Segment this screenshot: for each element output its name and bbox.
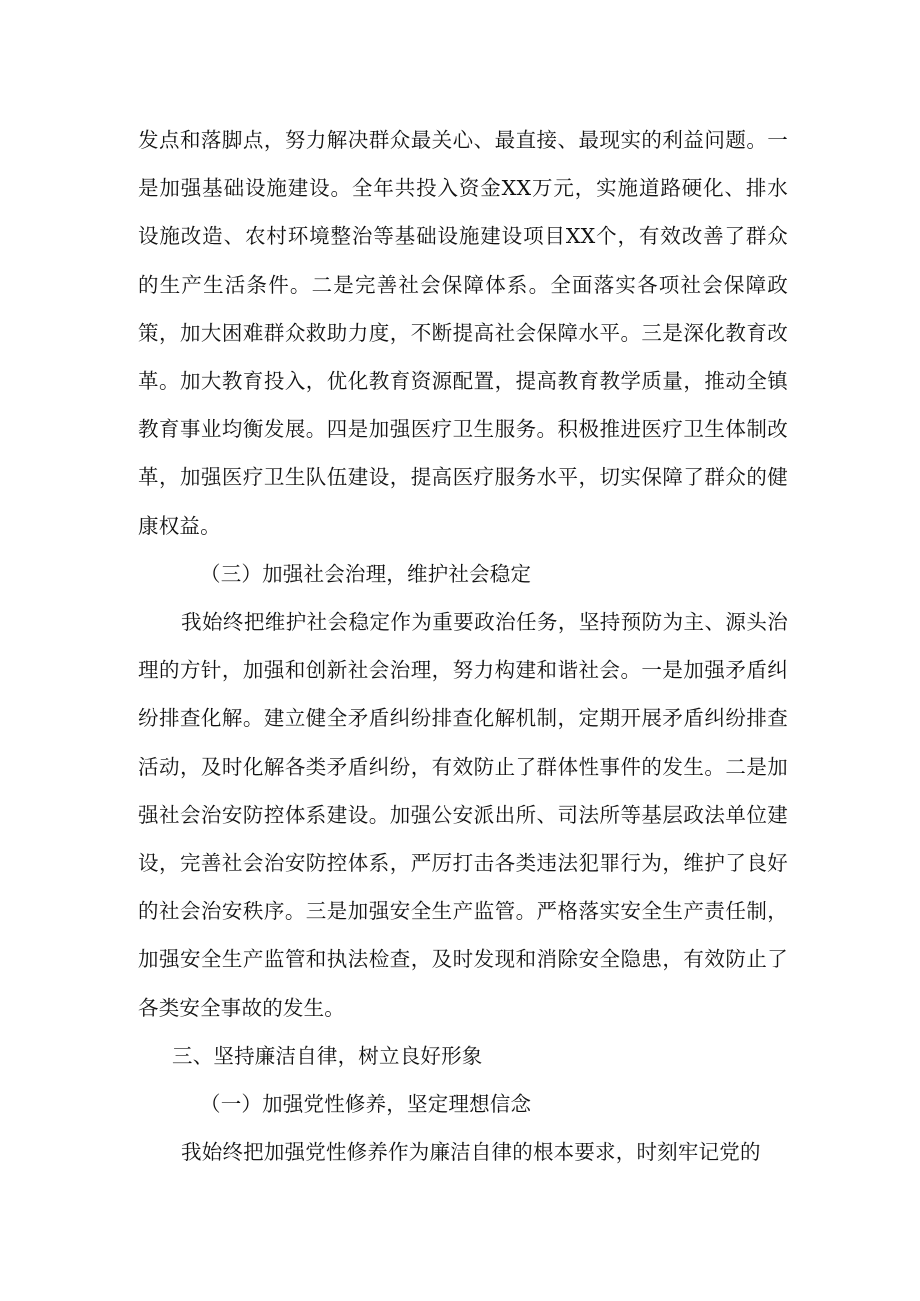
paragraph-party-spirit: 我始终把加强党性修养作为廉洁自律的根本要求，时刻牢记党的	[181, 1140, 761, 1165]
paragraph-social-stability: 我始终把维护社会稳定作为重要政治任务，坚持预防为主、源头治理的方针，加强和创新社会治理，努力构建和谐社会。一是加强矛盾纠纷排查化解。建立健全矛盾纠纷排查化解机制，定期开展矛盾纠纷排查活动，及时化解各类矛盾纠纷，有效防止了群体性事件的发生。二是加强社会治安防控体系建设。加强公安派出所、司法所等基层政法单位建设，完善社会治安防控体系，严厉打击各类违法犯罪行为，维护了良好的社会治安秩序。三是加强安全生产监管。严格落实安全生产责任制，加强安全生产监管和执法检查，及时发现和消除安全隐患，有效防止了各类安全事故的发生。	[138, 610, 788, 1020]
subheading-social-governance: （三）加强社会治理，维护社会稳定	[200, 561, 532, 586]
document-body	[138, 116, 788, 1176]
heading-integrity: 三、坚持廉洁自律，树立良好形象	[172, 1043, 483, 1068]
paragraph-continued: 发点和落脚点，努力解决群众最关心、最直接、最现实的利益问题。一是加强基础设施建设。全年共投入资金XX万元，实施道路硬化、排水设施改造、农村环境整治等基础设施建设项目XX个，有效改善了群众的生产生活条件。二是完善社会保障体系。全面落实各项社会保障政策，加大困难群众救助力度，不断提高社会保障水平。三是深化教育改革。加大教育投入，优化教育资源配置，提高教育教学质量，推动全镇教育事业均衡发展。四是加强医疗卫生服务。积极推进医疗卫生体制改革，加强医疗卫生队伍建设，提高医疗服务水平，切实保障了群众的健康权益。	[138, 128, 788, 538]
subheading-party-spirit: （一）加强党性修养，坚定理想信念	[200, 1092, 532, 1117]
